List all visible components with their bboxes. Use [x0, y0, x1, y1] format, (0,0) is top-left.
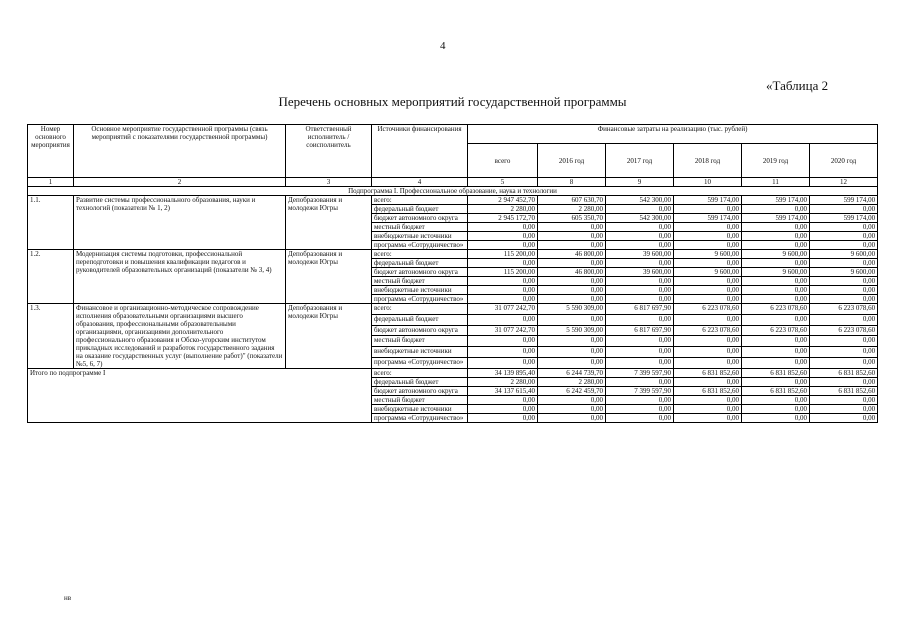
amount-cell: 0,00 — [674, 277, 742, 286]
amount-cell: 31 077 242,70 — [468, 325, 538, 336]
amount-cell: 0,00 — [538, 405, 606, 414]
amount-cell: 0,00 — [606, 396, 674, 405]
amount-cell: 2 945 172,70 — [468, 214, 538, 223]
amount-cell: 0,00 — [810, 414, 878, 423]
funding-source: программа «Сотрудничество» — [372, 414, 468, 423]
amount-cell: 0,00 — [538, 358, 606, 369]
amount-cell: 0,00 — [468, 414, 538, 423]
amount-cell: 542 300,00 — [606, 214, 674, 223]
amount-cell: 6 223 078,60 — [674, 325, 742, 336]
amount-cell: 0,00 — [538, 259, 606, 268]
amount-cell: 0,00 — [606, 232, 674, 241]
funding-source: внебюджетные источники — [372, 347, 468, 358]
amount-cell: 0,00 — [742, 205, 810, 214]
amount-cell: 5 590 309,00 — [538, 304, 606, 315]
amount-cell: 5 590 309,00 — [538, 325, 606, 336]
funding-source: программа «Сотрудничество» — [372, 241, 468, 250]
header-year: 2020 год — [810, 144, 878, 178]
amount-cell: 34 137 615,40 — [468, 387, 538, 396]
amount-cell: 0,00 — [810, 378, 878, 387]
amount-cell: 9 600,00 — [810, 250, 878, 259]
header-row-1 — [28, 125, 878, 144]
amount-cell: 0,00 — [468, 358, 538, 369]
funding-source: всего: — [372, 250, 468, 259]
amount-cell: 0,00 — [468, 396, 538, 405]
amount-cell: 0,00 — [810, 396, 878, 405]
header-year: 2016 год — [538, 144, 606, 178]
table-row — [28, 369, 878, 378]
amount-cell: 9 600,00 — [742, 268, 810, 277]
amount-cell: 0,00 — [606, 378, 674, 387]
amount-cell: 0,00 — [468, 277, 538, 286]
column-number: 9 — [606, 178, 674, 187]
amount-cell: 9 600,00 — [674, 250, 742, 259]
header-year: всего — [468, 144, 538, 178]
measure-executor: Депобразования и молодежи Югры — [286, 196, 372, 250]
amount-cell: 0,00 — [674, 241, 742, 250]
column-number: 5 — [468, 178, 538, 187]
amount-cell: 0,00 — [810, 336, 878, 347]
total-label: Итого по подпрограмме I — [28, 369, 372, 423]
amount-cell: 9 600,00 — [742, 250, 810, 259]
amount-cell: 7 399 597,90 — [606, 387, 674, 396]
amount-cell: 6 831 852,60 — [674, 387, 742, 396]
column-number-row — [28, 178, 878, 187]
funding-source: бюджет автономного округа — [372, 387, 468, 396]
amount-cell: 0,00 — [468, 286, 538, 295]
amount-cell: 6 223 078,60 — [674, 304, 742, 315]
funding-source: бюджет автономного округа — [372, 214, 468, 223]
amount-cell: 6 244 739,70 — [538, 369, 606, 378]
column-number: 8 — [538, 178, 606, 187]
amount-cell: 0,00 — [810, 277, 878, 286]
amount-cell: 34 139 895,40 — [468, 369, 538, 378]
measure-name: Модернизация системы подготовки, профессиональной переподготовки и повышения квалификации педагогов и руководителей образовательных организаций (показатели № 3, 4) — [74, 250, 286, 304]
table-label: «Таблица 2 — [766, 78, 829, 93]
amount-cell: 599 174,00 — [810, 196, 878, 205]
amount-cell: 0,00 — [606, 314, 674, 325]
amount-cell: 0,00 — [742, 223, 810, 232]
amount-cell: 2 280,00 — [538, 205, 606, 214]
amount-cell: 0,00 — [674, 405, 742, 414]
subprogram-title: Подпрограмма I. Профессиональное образование, наука и технологии — [28, 187, 878, 196]
amount-cell: 0,00 — [468, 259, 538, 268]
amount-cell: 599 174,00 — [674, 214, 742, 223]
amount-cell: 0,00 — [538, 241, 606, 250]
amount-cell: 2 280,00 — [468, 378, 538, 387]
funding-source: бюджет автономного округа — [372, 268, 468, 277]
amount-cell: 0,00 — [468, 295, 538, 304]
amount-cell: 0,00 — [674, 314, 742, 325]
amount-cell: 0,00 — [810, 259, 878, 268]
column-number: 1 — [28, 178, 74, 187]
amount-cell: 0,00 — [810, 295, 878, 304]
amount-cell: 0,00 — [810, 232, 878, 241]
amount-cell: 31 077 242,70 — [468, 304, 538, 315]
amount-cell: 0,00 — [538, 314, 606, 325]
funding-source: местный бюджет — [372, 336, 468, 347]
amount-cell: 0,00 — [468, 223, 538, 232]
header-year: 2017 год — [606, 144, 674, 178]
amount-cell: 0,00 — [742, 232, 810, 241]
measure-number: 1.2. — [28, 250, 74, 304]
measure-executor: Депобразования и молодежи Югры — [286, 250, 372, 304]
column-number: 12 — [810, 178, 878, 187]
amount-cell: 46 800,00 — [538, 268, 606, 277]
measure-name: Финансовое и организационно-методическое сопровождение исполнения образовательными организациями высшего образования, профессиональными образовательными организациями, организациями дополнительного профессионального образования и Обско-угорским институтом прикладных исследований и разработок государственного задания на оказание государственных услуг (выполнение работ)" (показатели №5, 6, 7) — [74, 304, 286, 369]
amount-cell: 0,00 — [810, 241, 878, 250]
amount-cell: 599 174,00 — [742, 214, 810, 223]
amount-cell: 0,00 — [742, 414, 810, 423]
amount-cell: 0,00 — [742, 314, 810, 325]
amount-cell: 0,00 — [810, 205, 878, 214]
funding-source: внебюджетные источники — [372, 286, 468, 295]
header-costs: Финансовые затраты на реализацию (тыс. рублей) — [468, 125, 878, 144]
amount-cell: 0,00 — [606, 405, 674, 414]
amount-cell: 0,00 — [742, 347, 810, 358]
amount-cell: 0,00 — [742, 396, 810, 405]
amount-cell: 0,00 — [606, 205, 674, 214]
funding-source: программа «Сотрудничество» — [372, 358, 468, 369]
amount-cell: 2 280,00 — [468, 205, 538, 214]
amount-cell: 0,00 — [538, 295, 606, 304]
amount-cell: 2 947 452,70 — [468, 196, 538, 205]
amount-cell: 7 399 597,90 — [606, 369, 674, 378]
amount-cell: 39 600,00 — [606, 268, 674, 277]
amount-cell: 0,00 — [742, 405, 810, 414]
measure-name: Развитие системы профессионального образования, науки и технологий (показатели № 1, 2) — [74, 196, 286, 250]
amount-cell: 0,00 — [606, 336, 674, 347]
column-number: 2 — [74, 178, 286, 187]
amount-cell: 0,00 — [468, 232, 538, 241]
header-measure: Основное мероприятие государственной программы (связь мероприятий с показателями государственной программы) — [74, 125, 286, 178]
amount-cell: 0,00 — [538, 286, 606, 295]
amount-cell: 0,00 — [674, 223, 742, 232]
amount-cell: 0,00 — [742, 295, 810, 304]
funding-source: внебюджетные источники — [372, 232, 468, 241]
amount-cell: 0,00 — [468, 241, 538, 250]
amount-cell: 0,00 — [742, 277, 810, 286]
funding-source: федеральный бюджет — [372, 259, 468, 268]
funding-source: внебюджетные источники — [372, 405, 468, 414]
funding-source: федеральный бюджет — [372, 378, 468, 387]
subprogram-row — [28, 187, 878, 196]
amount-cell: 0,00 — [606, 241, 674, 250]
amount-cell: 0,00 — [810, 358, 878, 369]
amount-cell: 6 831 852,60 — [674, 369, 742, 378]
column-number: 10 — [674, 178, 742, 187]
amount-cell: 0,00 — [468, 405, 538, 414]
funding-source: бюджет автономного округа — [372, 325, 468, 336]
funding-source: всего: — [372, 304, 468, 315]
amount-cell: 6 831 852,60 — [742, 387, 810, 396]
header-source: Источники финансирования — [372, 125, 468, 178]
amount-cell: 0,00 — [468, 314, 538, 325]
amount-cell: 0,00 — [538, 277, 606, 286]
funding-source: местный бюджет — [372, 277, 468, 286]
amount-cell: 6 831 852,60 — [810, 369, 878, 378]
amount-cell: 0,00 — [538, 336, 606, 347]
amount-cell: 0,00 — [810, 286, 878, 295]
column-number: 3 — [286, 178, 372, 187]
amount-cell: 6 223 078,60 — [810, 304, 878, 315]
measure-number: 1.3. — [28, 304, 74, 369]
amount-cell: 0,00 — [674, 205, 742, 214]
amount-cell: 0,00 — [674, 396, 742, 405]
amount-cell: 0,00 — [674, 259, 742, 268]
amount-cell: 0,00 — [810, 347, 878, 358]
amount-cell: 0,00 — [674, 378, 742, 387]
amount-cell: 0,00 — [742, 241, 810, 250]
amount-cell: 0,00 — [468, 336, 538, 347]
amount-cell: 0,00 — [742, 336, 810, 347]
column-number: 4 — [372, 178, 468, 187]
amount-cell: 6 223 078,60 — [742, 325, 810, 336]
amount-cell: 9 600,00 — [674, 268, 742, 277]
amount-cell: 9 600,00 — [810, 268, 878, 277]
measures-table — [27, 124, 878, 423]
funding-source: всего: — [372, 369, 468, 378]
amount-cell: 599 174,00 — [674, 196, 742, 205]
amount-cell: 599 174,00 — [742, 196, 810, 205]
header-year: 2019 год — [742, 144, 810, 178]
amount-cell: 0,00 — [538, 347, 606, 358]
amount-cell: 542 300,00 — [606, 196, 674, 205]
amount-cell: 0,00 — [606, 286, 674, 295]
amount-cell: 0,00 — [810, 314, 878, 325]
amount-cell: 0,00 — [810, 405, 878, 414]
amount-cell: 6 223 078,60 — [810, 325, 878, 336]
header-num: Номер основного мероприятия — [28, 125, 74, 178]
amount-cell: 0,00 — [538, 223, 606, 232]
amount-cell: 607 630,70 — [538, 196, 606, 205]
amount-cell: 0,00 — [674, 336, 742, 347]
page-number: 4 — [440, 40, 446, 52]
amount-cell: 0,00 — [468, 347, 538, 358]
amount-cell: 0,00 — [538, 232, 606, 241]
funding-source: федеральный бюджет — [372, 314, 468, 325]
amount-cell: 0,00 — [606, 277, 674, 286]
measure-number: 1.1. — [28, 196, 74, 250]
measure-executor: Депобразования и молодежи Югры — [286, 304, 372, 369]
funding-source: местный бюджет — [372, 223, 468, 232]
amount-cell: 6 831 852,60 — [810, 387, 878, 396]
amount-cell: 0,00 — [674, 286, 742, 295]
amount-cell: 0,00 — [742, 259, 810, 268]
table-row — [28, 196, 878, 205]
amount-cell: 6 817 697,90 — [606, 304, 674, 315]
amount-cell: 0,00 — [538, 396, 606, 405]
amount-cell: 0,00 — [606, 358, 674, 369]
amount-cell: 0,00 — [674, 295, 742, 304]
header-executor: Ответственный исполнитель / соисполнитель — [286, 125, 372, 178]
table-row — [28, 250, 878, 259]
footer-mark: нв — [64, 594, 72, 602]
amount-cell: 46 800,00 — [538, 250, 606, 259]
amount-cell: 0,00 — [606, 223, 674, 232]
amount-cell: 6 831 852,60 — [742, 369, 810, 378]
header-year: 2018 год — [674, 144, 742, 178]
amount-cell: 0,00 — [606, 295, 674, 304]
amount-cell: 0,00 — [606, 414, 674, 423]
amount-cell: 599 174,00 — [810, 214, 878, 223]
amount-cell: 2 280,00 — [538, 378, 606, 387]
amount-cell: 0,00 — [674, 232, 742, 241]
amount-cell: 0,00 — [538, 414, 606, 423]
column-number: 11 — [742, 178, 810, 187]
amount-cell: 0,00 — [810, 223, 878, 232]
amount-cell: 0,00 — [674, 414, 742, 423]
amount-cell: 39 600,00 — [606, 250, 674, 259]
amount-cell: 0,00 — [674, 358, 742, 369]
amount-cell: 115 200,00 — [468, 268, 538, 277]
amount-cell: 0,00 — [606, 347, 674, 358]
funding-source: программа «Сотрудничество» — [372, 295, 468, 304]
amount-cell: 6 242 459,70 — [538, 387, 606, 396]
funding-source: всего: — [372, 196, 468, 205]
table-row — [28, 304, 878, 315]
document-title: Перечень основных мероприятий государственной программы — [278, 94, 627, 109]
amount-cell: 0,00 — [742, 286, 810, 295]
amount-cell: 6 817 697,90 — [606, 325, 674, 336]
amount-cell: 6 223 078,60 — [742, 304, 810, 315]
funding-source: местный бюджет — [372, 396, 468, 405]
amount-cell: 0,00 — [742, 378, 810, 387]
amount-cell: 0,00 — [742, 358, 810, 369]
funding-source: федеральный бюджет — [372, 205, 468, 214]
amount-cell: 115 200,00 — [468, 250, 538, 259]
amount-cell: 0,00 — [606, 259, 674, 268]
amount-cell: 0,00 — [674, 347, 742, 358]
amount-cell: 605 350,70 — [538, 214, 606, 223]
